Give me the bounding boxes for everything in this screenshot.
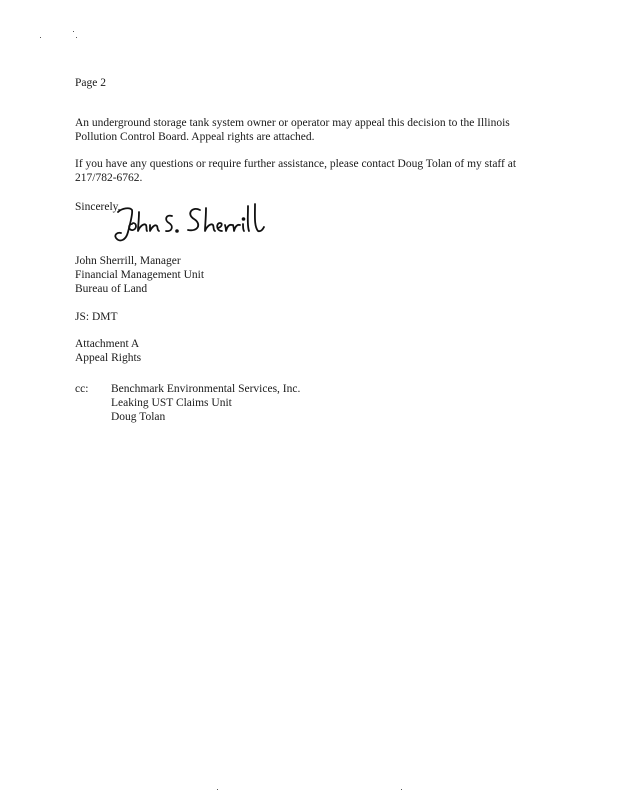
contact-paragraph-line: If you have any questions or require further assistance, please contact Doug Tolan of my staff at: [75, 158, 517, 170]
attachment-note: [75, 337, 141, 365]
appeal-paragraph-line: An underground storage tank system owner or operator may appeal this decision to the Illinois: [75, 117, 510, 129]
cc-recipient: Doug Tolan: [111, 411, 166, 423]
scan-speck: [76, 37, 77, 38]
signer-bureau: Bureau of Land: [75, 283, 148, 295]
cc-recipient: Leaking UST Claims Unit: [111, 397, 232, 409]
scan-speck: [217, 789, 218, 790]
cc-label: cc:: [75, 383, 89, 395]
page-label: Page 2: [75, 77, 106, 89]
handwritten-signature: [108, 198, 268, 246]
signature-block: [75, 254, 204, 296]
attachment-line: Appeal Rights: [75, 352, 142, 364]
closing: Sincerely,: [75, 201, 121, 213]
scan-speck: [40, 37, 41, 38]
attachment-line: Attachment A: [75, 338, 140, 350]
signer-unit: Financial Management Unit: [75, 269, 205, 281]
scan-speck: [73, 31, 74, 32]
signer-name-title: John Sherrill, Manager: [75, 255, 181, 267]
contact-paragraph-line: 217/782-6762.: [75, 172, 143, 184]
appeal-paragraph: [75, 116, 510, 144]
scan-speck: [401, 789, 402, 790]
cc-recipient: Benchmark Environmental Services, Inc.: [111, 383, 301, 395]
appeal-paragraph-line: Pollution Control Board. Appeal rights are attached.: [75, 131, 315, 143]
cc-list: [111, 382, 300, 424]
contact-paragraph: [75, 157, 516, 185]
reference-initials: JS: DMT: [75, 311, 118, 323]
